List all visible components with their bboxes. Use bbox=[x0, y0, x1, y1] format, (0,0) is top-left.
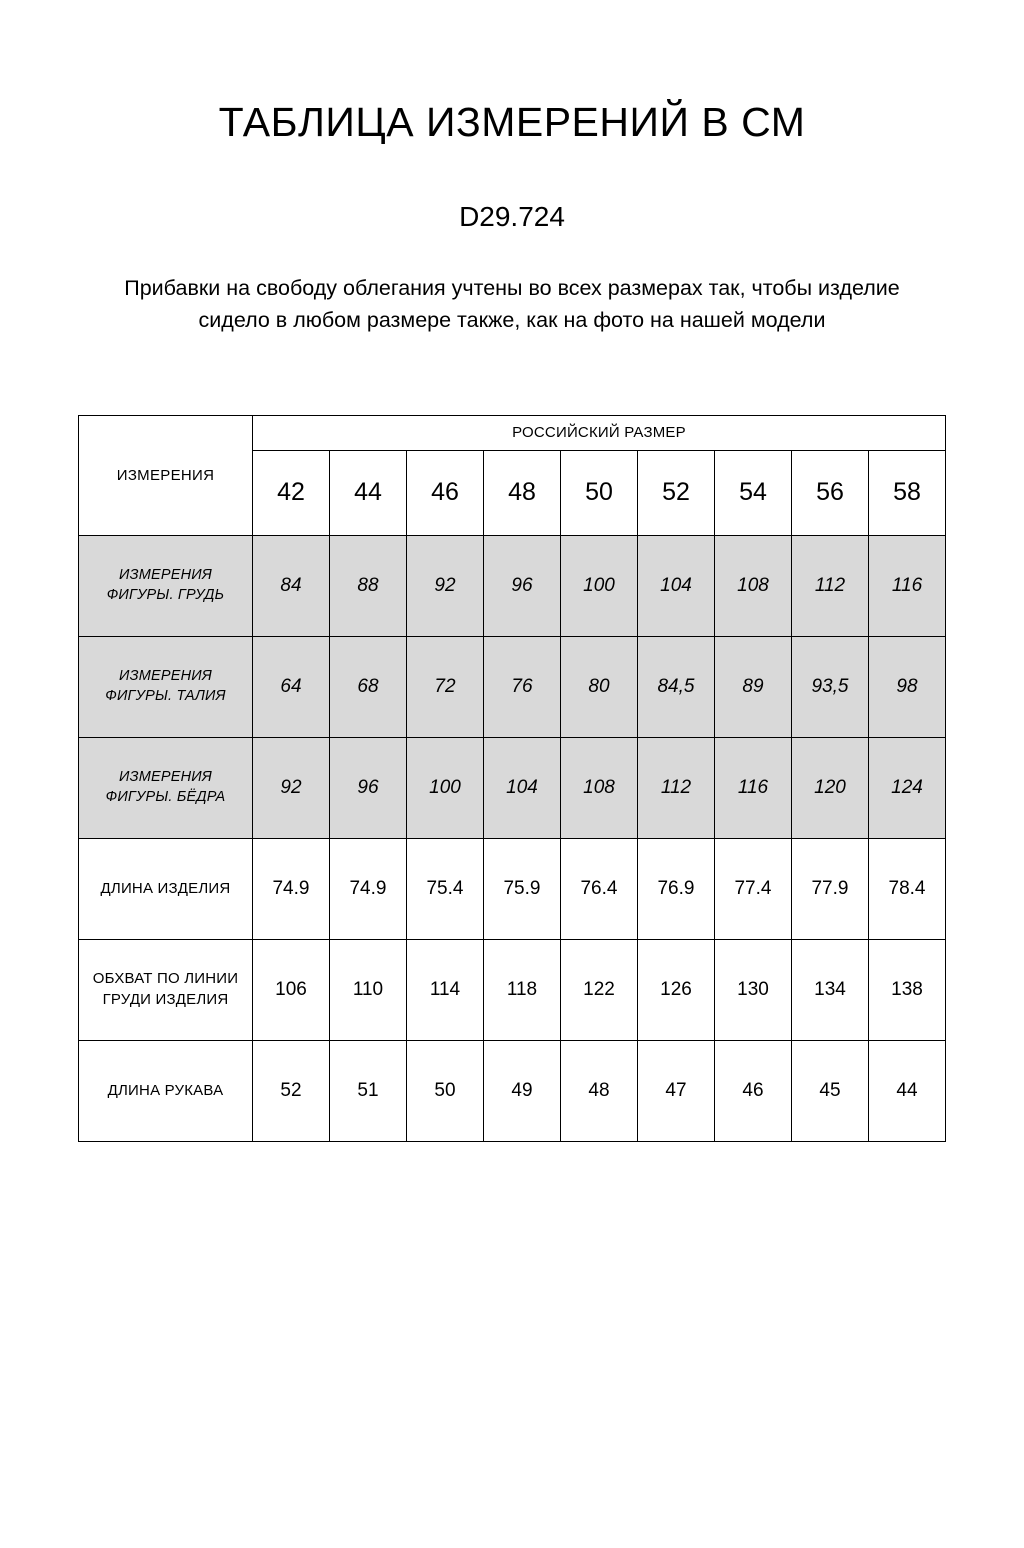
cell-value: 84,5 bbox=[637, 636, 714, 737]
cell-value: 84 bbox=[252, 535, 329, 636]
cell-value: 49 bbox=[483, 1040, 560, 1141]
cell-value: 89 bbox=[714, 636, 791, 737]
cell-value: 74.9 bbox=[329, 838, 406, 939]
size-header-42: 42 bbox=[252, 450, 329, 535]
cell-value: 44 bbox=[868, 1040, 945, 1141]
table-row bbox=[78, 838, 945, 939]
cell-value: 92 bbox=[406, 535, 483, 636]
cell-value: 77.9 bbox=[791, 838, 868, 939]
cell-value: 116 bbox=[868, 535, 945, 636]
cell-value: 130 bbox=[714, 939, 791, 1040]
cell-value: 80 bbox=[560, 636, 637, 737]
cell-value: 51 bbox=[329, 1040, 406, 1141]
table-row bbox=[78, 636, 945, 737]
fit-note: Прибавки на свободу облегания учтены во всех размерах так, чтобы изделие сидело в любом размере также, как на фото на нашей модели bbox=[124, 276, 900, 332]
page-title: ТАБЛИЦА ИЗМЕРЕНИЙ В СМ bbox=[218, 99, 806, 145]
measurements-column-header: ИЗМЕРЕНИЯ bbox=[78, 415, 252, 535]
cell-value: 88 bbox=[329, 535, 406, 636]
row-label: ДЛИНА ИЗДЕЛИЯ bbox=[78, 838, 252, 939]
cell-value: 47 bbox=[637, 1040, 714, 1141]
cell-value: 108 bbox=[714, 535, 791, 636]
cell-value: 106 bbox=[252, 939, 329, 1040]
size-header-48: 48 bbox=[483, 450, 560, 535]
cell-value: 72 bbox=[406, 636, 483, 737]
table-row bbox=[78, 535, 945, 636]
product-code: D29.724 bbox=[459, 201, 565, 233]
cell-value: 78.4 bbox=[868, 838, 945, 939]
cell-value: 76 bbox=[483, 636, 560, 737]
row-label: ИЗМЕРЕНИЯ ФИГУРЫ. БЁДРА bbox=[78, 737, 252, 838]
size-header-54: 54 bbox=[714, 450, 791, 535]
cell-value: 93,5 bbox=[791, 636, 868, 737]
cell-value: 116 bbox=[714, 737, 791, 838]
cell-value: 50 bbox=[406, 1040, 483, 1141]
cell-value: 98 bbox=[868, 636, 945, 737]
size-header-50: 50 bbox=[560, 450, 637, 535]
cell-value: 114 bbox=[406, 939, 483, 1040]
size-chart-page bbox=[0, 100, 1024, 1548]
row-label: ИЗМЕРЕНИЯ ФИГУРЫ. ГРУДЬ bbox=[78, 535, 252, 636]
cell-value: 96 bbox=[329, 737, 406, 838]
cell-value: 122 bbox=[560, 939, 637, 1040]
table-row bbox=[78, 737, 945, 838]
cell-value: 112 bbox=[637, 737, 714, 838]
cell-value: 77.4 bbox=[714, 838, 791, 939]
cell-value: 96 bbox=[483, 535, 560, 636]
size-header-44: 44 bbox=[329, 450, 406, 535]
cell-value: 64 bbox=[252, 636, 329, 737]
table-header bbox=[78, 415, 945, 535]
table-row bbox=[78, 1040, 945, 1141]
cell-value: 46 bbox=[714, 1040, 791, 1141]
cell-value: 75.4 bbox=[406, 838, 483, 939]
size-header-52: 52 bbox=[637, 450, 714, 535]
russian-size-header: РОССИЙСКИЙ РАЗМЕР bbox=[252, 415, 945, 450]
row-label: ИЗМЕРЕНИЯ ФИГУРЫ. ТАЛИЯ bbox=[78, 636, 252, 737]
row-label: ОБХВАТ ПО ЛИНИИ ГРУДИ ИЗДЕЛИЯ bbox=[78, 939, 252, 1040]
cell-value: 100 bbox=[560, 535, 637, 636]
cell-value: 100 bbox=[406, 737, 483, 838]
cell-value: 126 bbox=[637, 939, 714, 1040]
cell-value: 76.9 bbox=[637, 838, 714, 939]
cell-value: 48 bbox=[560, 1040, 637, 1141]
size-header-46: 46 bbox=[406, 450, 483, 535]
cell-value: 68 bbox=[329, 636, 406, 737]
measurements-table bbox=[78, 415, 946, 1142]
size-header-58: 58 bbox=[868, 450, 945, 535]
cell-value: 75.9 bbox=[483, 838, 560, 939]
table-body bbox=[78, 535, 945, 1141]
cell-value: 134 bbox=[791, 939, 868, 1040]
cell-value: 45 bbox=[791, 1040, 868, 1141]
cell-value: 110 bbox=[329, 939, 406, 1040]
cell-value: 104 bbox=[483, 737, 560, 838]
table-row bbox=[78, 939, 945, 1040]
cell-value: 112 bbox=[791, 535, 868, 636]
row-label: ДЛИНА РУКАВА bbox=[78, 1040, 252, 1141]
cell-value: 76.4 bbox=[560, 838, 637, 939]
cell-value: 52 bbox=[252, 1040, 329, 1141]
cell-value: 108 bbox=[560, 737, 637, 838]
cell-value: 92 bbox=[252, 737, 329, 838]
header-row-group bbox=[78, 415, 945, 450]
cell-value: 104 bbox=[637, 535, 714, 636]
cell-value: 118 bbox=[483, 939, 560, 1040]
size-header-56: 56 bbox=[791, 450, 868, 535]
cell-value: 138 bbox=[868, 939, 945, 1040]
cell-value: 74.9 bbox=[252, 838, 329, 939]
cell-value: 124 bbox=[868, 737, 945, 838]
cell-value: 120 bbox=[791, 737, 868, 838]
